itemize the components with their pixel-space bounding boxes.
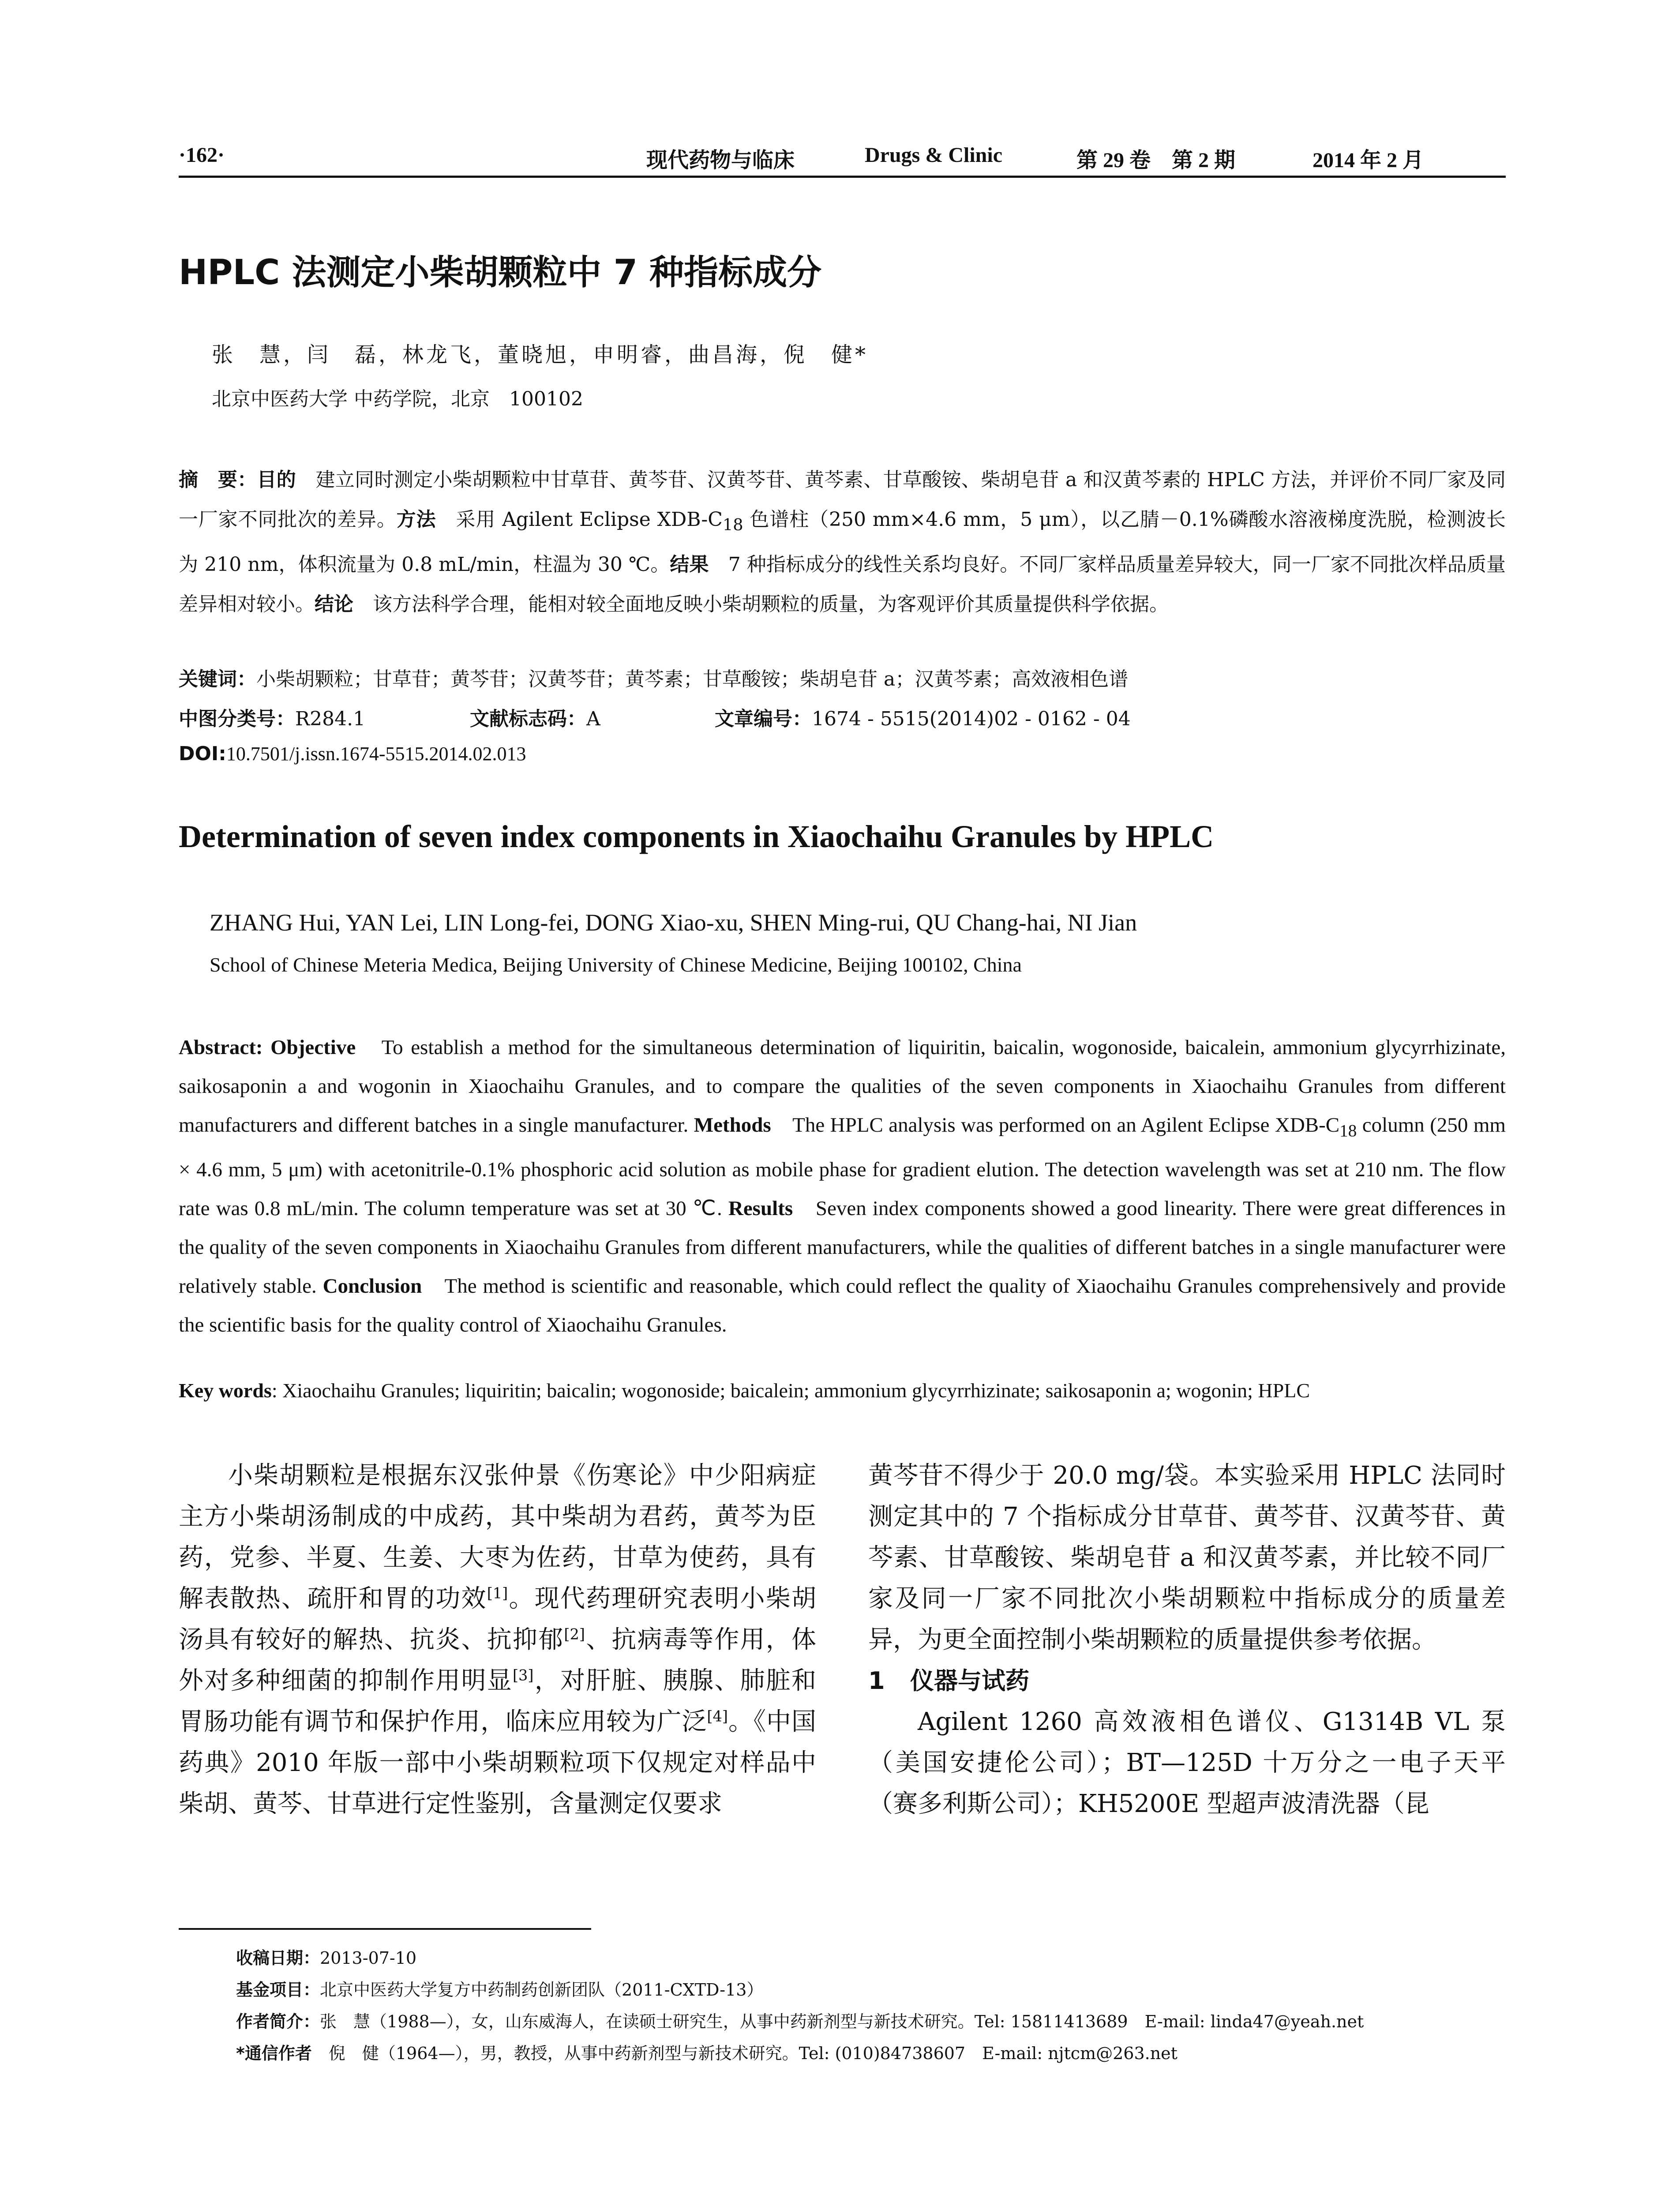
- keywords-en-label: Key words: [179, 1379, 272, 1402]
- clc-label: 中图分类号：: [179, 708, 295, 730]
- section-number: 1: [868, 1667, 885, 1695]
- doc-code-label: 文献标志码：: [470, 708, 586, 730]
- article-number-entry: [715, 703, 1131, 731]
- journal-name-cn: 现代药物与临床: [646, 149, 795, 172]
- title-cn: HPLC 法测定小柴胡颗粒中 7 种指标成分: [179, 253, 822, 293]
- intro-text-4: ，对肝脏、胰腺、肺脏和胃肠功能有调节和保护作用，临床应用较为广泛: [179, 1666, 817, 1736]
- article-number-value: 1674 - 5515(2014)02 - 0162 - 04: [812, 708, 1131, 730]
- article-number-label: 文章编号：: [715, 708, 812, 730]
- instruments-paragraph: Agilent 1260 高效液相色谱仪、G1314B VL 泵（美国安捷伦公司）；BT—125D 十万分之一电子天平（赛多利斯公司）；KH5200E 型超声波清洗器（昆: [868, 1707, 1506, 1818]
- results-text-cn: 7 种指标成分的线性关系均良好。不同厂家样品质量差异较大，同一厂家不同批次样品质量差异相对较小。: [179, 553, 1506, 615]
- affiliation-cn: 北京中医药大学 中药学院，北京 100102: [212, 388, 583, 410]
- methods-label-en: Methods: [694, 1114, 771, 1137]
- results-text-en: Seven index components showed a good linearity. There were great differences in the quality of the seven components in Xiaochaihu Granules from different manufacturers, while the qualities of different batches in a single manufacturer were relatively stable.: [179, 1197, 1506, 1298]
- objective-text-cn: 建立同时测定小柴胡颗粒中甘草苷、黄芩苷、汉黄芩苷、黄芩素、甘草酸铵、柴胡皂苷 a 和汉黄芩素的 HPLC 方法，并评价不同厂家及同一厂家不同批次的差异。: [179, 469, 1506, 531]
- intro-paragraph: [179, 1455, 816, 1824]
- methods-text-en-b: column (250 mm × 4.6 mm, 5 μm) with acetonitrile-0.1% phosphoric acid solution as mobile phase for gradient elution. The detection wavelength was set at 210 nm. The flow rate was 0.8 mL/min. The column temperature was set at 30 ℃.: [179, 1114, 1506, 1220]
- header-rule: [179, 176, 1506, 178]
- conclusion-label-en: Conclusion: [322, 1275, 422, 1298]
- results-label-cn: 结果: [670, 553, 709, 576]
- objective-label-en: Objective: [270, 1036, 356, 1059]
- intro-text-3: 、抗病毒等作用，体外对多种细菌的抑制作用明显: [179, 1625, 817, 1695]
- authors-en: ZHANG Hui, YAN Lei, LIN Long-fei, DONG Xiao-xu, SHEN Ming-rui, QU Chang-hai, NI Jian: [210, 909, 1137, 936]
- footnote-fund: [236, 1974, 1515, 2006]
- doi-label: DOI:: [179, 743, 226, 765]
- methods-text-cn-a: 采用 Agilent Eclipse XDB-C: [436, 508, 723, 531]
- citation-2[interactable]: [2]: [564, 1625, 585, 1643]
- conclusion-text-en: The method is scientific and reasonable, which could reflect the quality of Xiaochaihu Granules comprehensively and provide the scientific basis for the quality control of Xiaochaihu Granules.: [179, 1275, 1506, 1337]
- results-label-en: Results: [728, 1197, 793, 1220]
- footnotes: [236, 1942, 1515, 2069]
- fund-label: 基金项目：: [236, 1980, 320, 2000]
- methods-label-cn: 方法: [396, 508, 436, 531]
- keywords-cn-text: 小柴胡颗粒；甘草苷；黄芩苷；汉黄芩苷；黄芩素；甘草酸铵；柴胡皂苷 a；汉黄芩素；高效液相色谱: [256, 668, 1129, 690]
- author-bio-label: 作者简介：: [236, 2012, 320, 2031]
- affiliation-en: School of Chinese Meteria Medica, Beijing University of Chinese Medicine, Beijing 100102, China: [210, 953, 1022, 976]
- doc-code-entry: [470, 703, 600, 731]
- title-en: Determination of seven index components in Xiaochaihu Granules by HPLC: [179, 819, 1214, 854]
- journal-date: 2014 年 2 月: [1312, 149, 1424, 172]
- footnote-received: [236, 1942, 1515, 1974]
- intro-text-5: 。《中国药典》2010 年版一部中小柴胡颗粒项下仅规定对样品中柴胡、黄芩、甘草进行定性鉴别，含量测定仅要求: [179, 1707, 817, 1818]
- journal-volume-issue: 第 29 卷 第 2 期: [1076, 149, 1236, 172]
- methods-subscript-cn: 18: [722, 515, 743, 534]
- section-title: 仪器与试药: [910, 1667, 1029, 1695]
- journal-name-en: Drugs & Clinic: [865, 143, 1002, 167]
- keywords-cn: [179, 663, 1128, 691]
- body-column-right: [868, 1455, 1506, 1824]
- classification-line: [179, 703, 1506, 729]
- page-number: ·162·: [179, 143, 225, 167]
- objective-text-en: To establish a method for the simultaneous determination of liquiritin, baicalin, wogonoside, baicalein, ammonium glycyrrhizinate, saikosaponin a and wogonin in Xiaochaihu Granules, and to compare the qualities of the seven components in Xiaochaihu Granules from different manufacturers and different batches in a single manufacturer.: [179, 1036, 1506, 1137]
- doi-value[interactable]: 10.7501/j.issn.1674-5515.2014.02.013: [226, 743, 526, 765]
- keywords-cn-label: 关键词：: [179, 668, 256, 690]
- keywords-en: [179, 1379, 1506, 1402]
- running-header: [179, 140, 1506, 176]
- methods-text-cn-b: 色谱柱（250 mm×4.6 mm，5 μm），以乙腈－0.1%磷酸水溶液梯度洗脱，检测波长为 210 nm，体积流量为 0.8 mL/min，柱温为 30 ℃。: [179, 508, 1506, 576]
- received-label: 收稿日期：: [236, 1948, 320, 1968]
- authors-cn: 张 慧，闫 磊，林龙飞，董晓旭，申明睿，曲昌海，倪 健*: [212, 342, 869, 367]
- conclusion-label-cn: 结论: [315, 593, 353, 615]
- intro-text-2: 。现代药理研究表明小柴胡汤具有较好的解热、抗炎、抗抑郁: [179, 1584, 817, 1654]
- methods-text-en-a: The HPLC analysis was performed on an Agilent Eclipse XDB-C: [771, 1114, 1340, 1137]
- conclusion-text-cn: 该方法科学合理，能相对较全面地反映小柴胡颗粒的质量，为客观评价其质量提供科学依据。: [353, 593, 1169, 615]
- intro-continuation: 黄芩苷不得少于 20.0 mg/袋。本实验采用 HPLC 法同时测定其中的 7 个指标成分甘草苷、黄芩苷、汉黄芩苷、黄芩素、甘草酸铵、柴胡皂苷 a 和汉黄芩素，并比较不同厂家及同一厂家不同批次小柴胡颗粒中指标成分的质量差异，为更全面控制小柴胡颗粒的质量提供参考依据。: [868, 1461, 1506, 1654]
- citation-4[interactable]: [4]: [707, 1707, 728, 1725]
- clc-entry: [179, 703, 365, 731]
- author-bio-text: 张 慧（1988—），女，山东威海人，在读硕士研究生，从事中药新剂型与新技术研究。Tel: 15811413689 E-mail: linda47@yeah.net: [320, 2012, 1364, 2031]
- abstract-cn: [179, 460, 1506, 624]
- citation-1[interactable]: [1]: [487, 1584, 508, 1602]
- corresponding-label: *通信作者: [236, 2044, 312, 2063]
- footnote-corresponding: [236, 2037, 1515, 2069]
- section-heading-1: [868, 1660, 1506, 1701]
- citation-3[interactable]: [3]: [512, 1666, 534, 1684]
- doi-line: [179, 743, 526, 765]
- abstract-cn-label: 摘 要：: [179, 469, 257, 491]
- body-column-left: [179, 1455, 816, 1824]
- objective-label-cn: 目的: [257, 469, 296, 491]
- footnote-rule: [179, 1928, 591, 1930]
- methods-subscript-en: 18: [1339, 1121, 1357, 1141]
- footnote-author: [236, 2006, 1515, 2037]
- fund-text: 北京中医药大学复方中药制药创新团队（2011-CXTD-13）: [320, 1980, 764, 2000]
- received-date: 2013-07-10: [320, 1948, 417, 1968]
- abstract-en: [179, 1028, 1506, 1344]
- doc-code-value: A: [586, 708, 600, 730]
- abstract-en-label: Abstract:: [179, 1036, 271, 1059]
- corresponding-text: 倪 健（1964—），男，教授，从事中药新剂型与新技术研究。Tel: (010)84738607 E-mail: njtcm@263.net: [311, 2044, 1178, 2063]
- keywords-en-text: : Xiaochaihu Granules; liquiritin; baicalin; wogonoside; baicalein; ammonium glycyrrhizinate; saikosaponin a; wogonin; HPLC: [271, 1379, 1310, 1402]
- intro-text-1: 小柴胡颗粒是根据东汉张仲景《伤寒论》中少阳病症主方小柴胡汤制成的中成药，其中柴胡为君药，黄芩为臣药，党参、半夏、生姜、大枣为佐药，甘草为使药，具有解表散热、疏肝和胃的功效: [179, 1461, 816, 1613]
- clc-value: R284.1: [295, 708, 366, 730]
